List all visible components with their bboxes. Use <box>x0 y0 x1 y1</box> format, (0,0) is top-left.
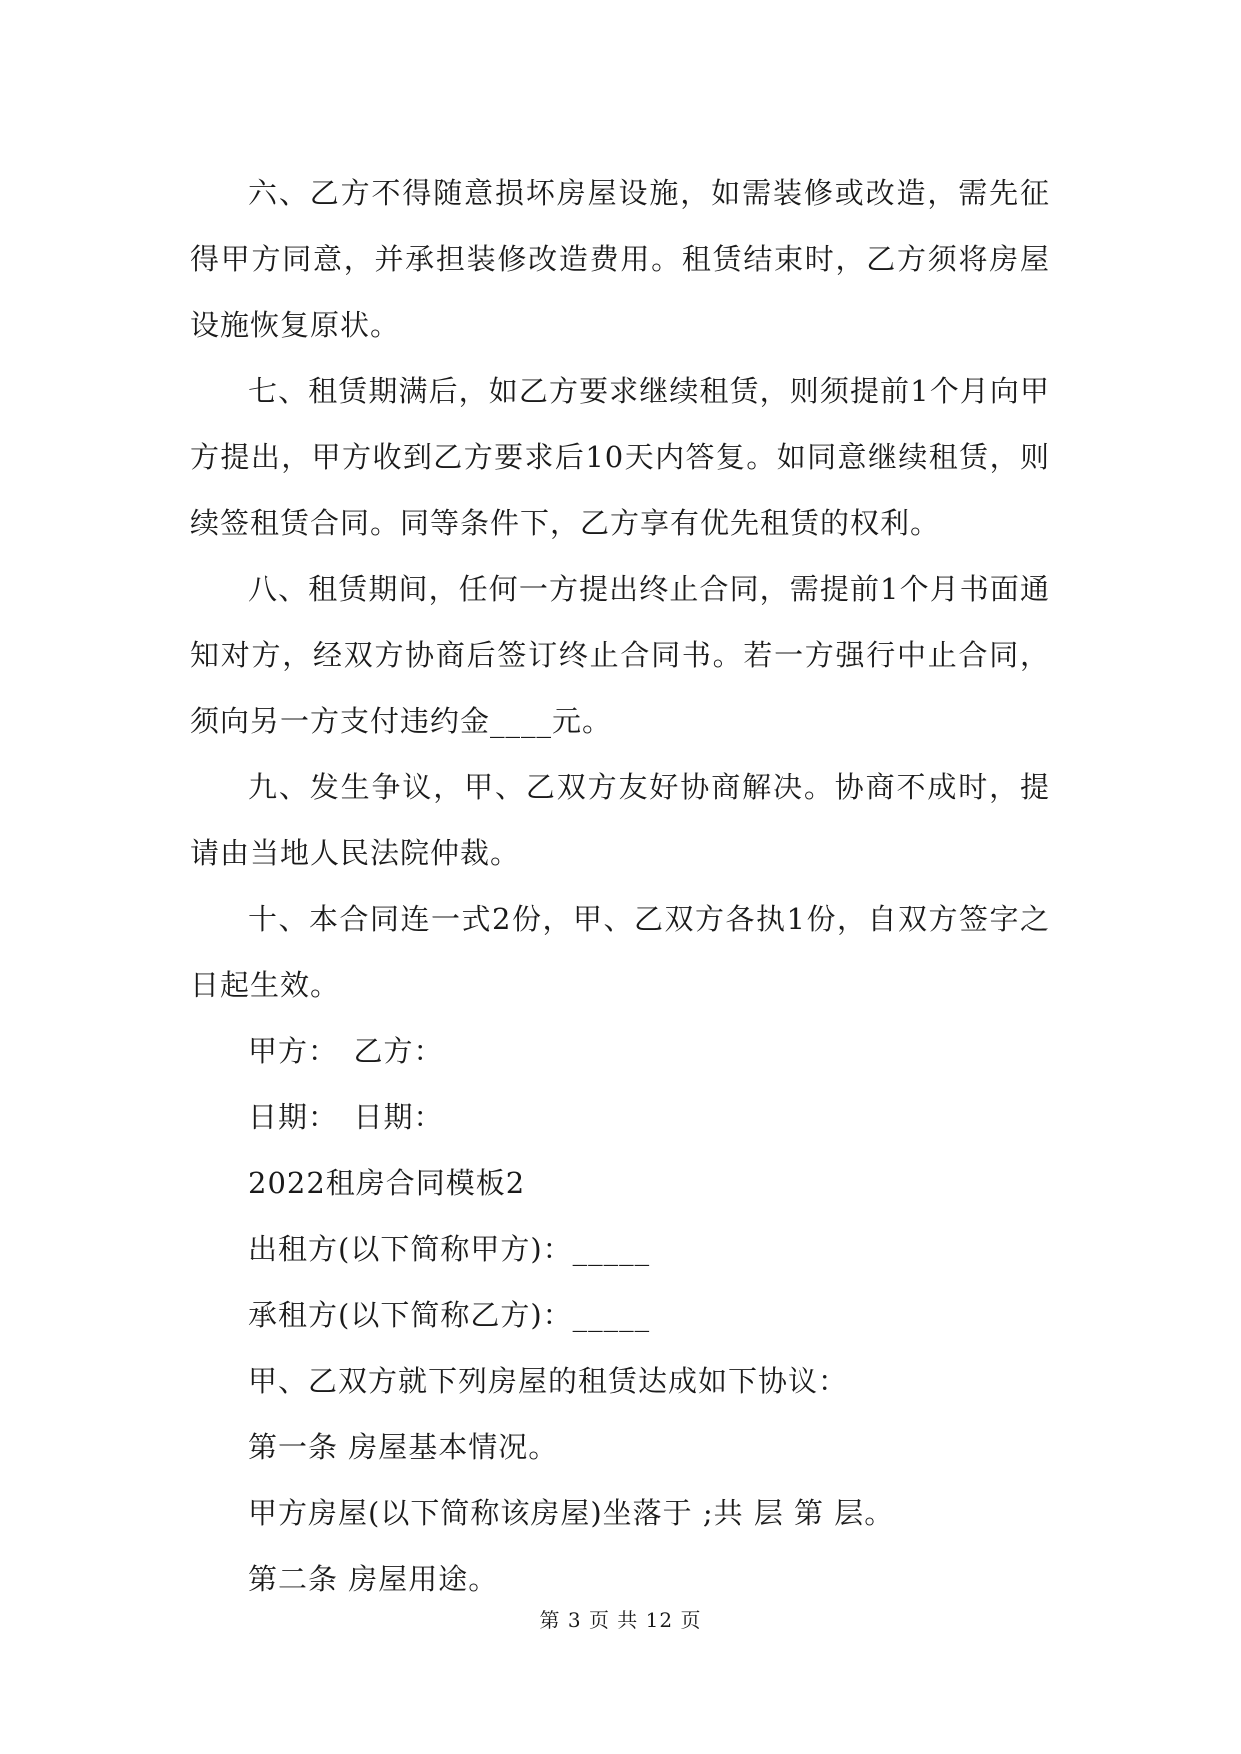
lessor-line: 出租方(以下简称甲方)：_____ <box>248 1232 651 1266</box>
clause-nine: 九、发生争议，甲、乙双方友好协商解决。协商不成时，提请由当地人民法院仲裁。 <box>190 770 1050 870</box>
document-body <box>190 160 1050 1612</box>
lessee-line: 承租方(以下简称乙方)：_____ <box>248 1298 651 1332</box>
date-line: 日期： 日期： <box>248 1100 444 1134</box>
clause-eight: 八、租赁期间，任何一方提出终止合同，需提前1个月书面通知对方，经双方协商后签订终止合同书。若一方强行中止合同，须向另一方支付违约金____元。 <box>190 572 1050 738</box>
article-two-heading: 第二条 房屋用途。 <box>248 1562 499 1596</box>
clause-seven: 七、租赁期满后，如乙方要求继续租赁，则须提前1个月向甲方提出，甲方收到乙方要求后10天内答复。如同意继续租赁，则续签租赁合同。同等条件下，乙方享有优先租赁的权利。 <box>190 374 1050 540</box>
article-one-heading: 第一条 房屋基本情况。 <box>248 1430 559 1464</box>
clause-ten: 十、本合同连一式2份，甲、乙双方各执1份，自双方签字之日起生效。 <box>190 902 1050 1002</box>
signature-line: 甲方： 乙方： <box>248 1034 444 1068</box>
clause-six: 六、乙方不得随意损坏房屋设施，如需装修或改造，需先征得甲方同意，并承担装修改造费用。租赁结束时，乙方须将房屋设施恢复原状。 <box>190 176 1050 342</box>
property-location: 甲方房屋(以下简称该房屋)坐落于 ;共 层 第 层。 <box>248 1496 895 1530</box>
page-footer: 第 3 页 共 12 页 <box>539 1608 702 1632</box>
agreement-intro: 甲、乙双方就下列房屋的租赁达成如下协议： <box>248 1364 849 1398</box>
template-title: 2022租房合同模板2 <box>248 1166 526 1200</box>
